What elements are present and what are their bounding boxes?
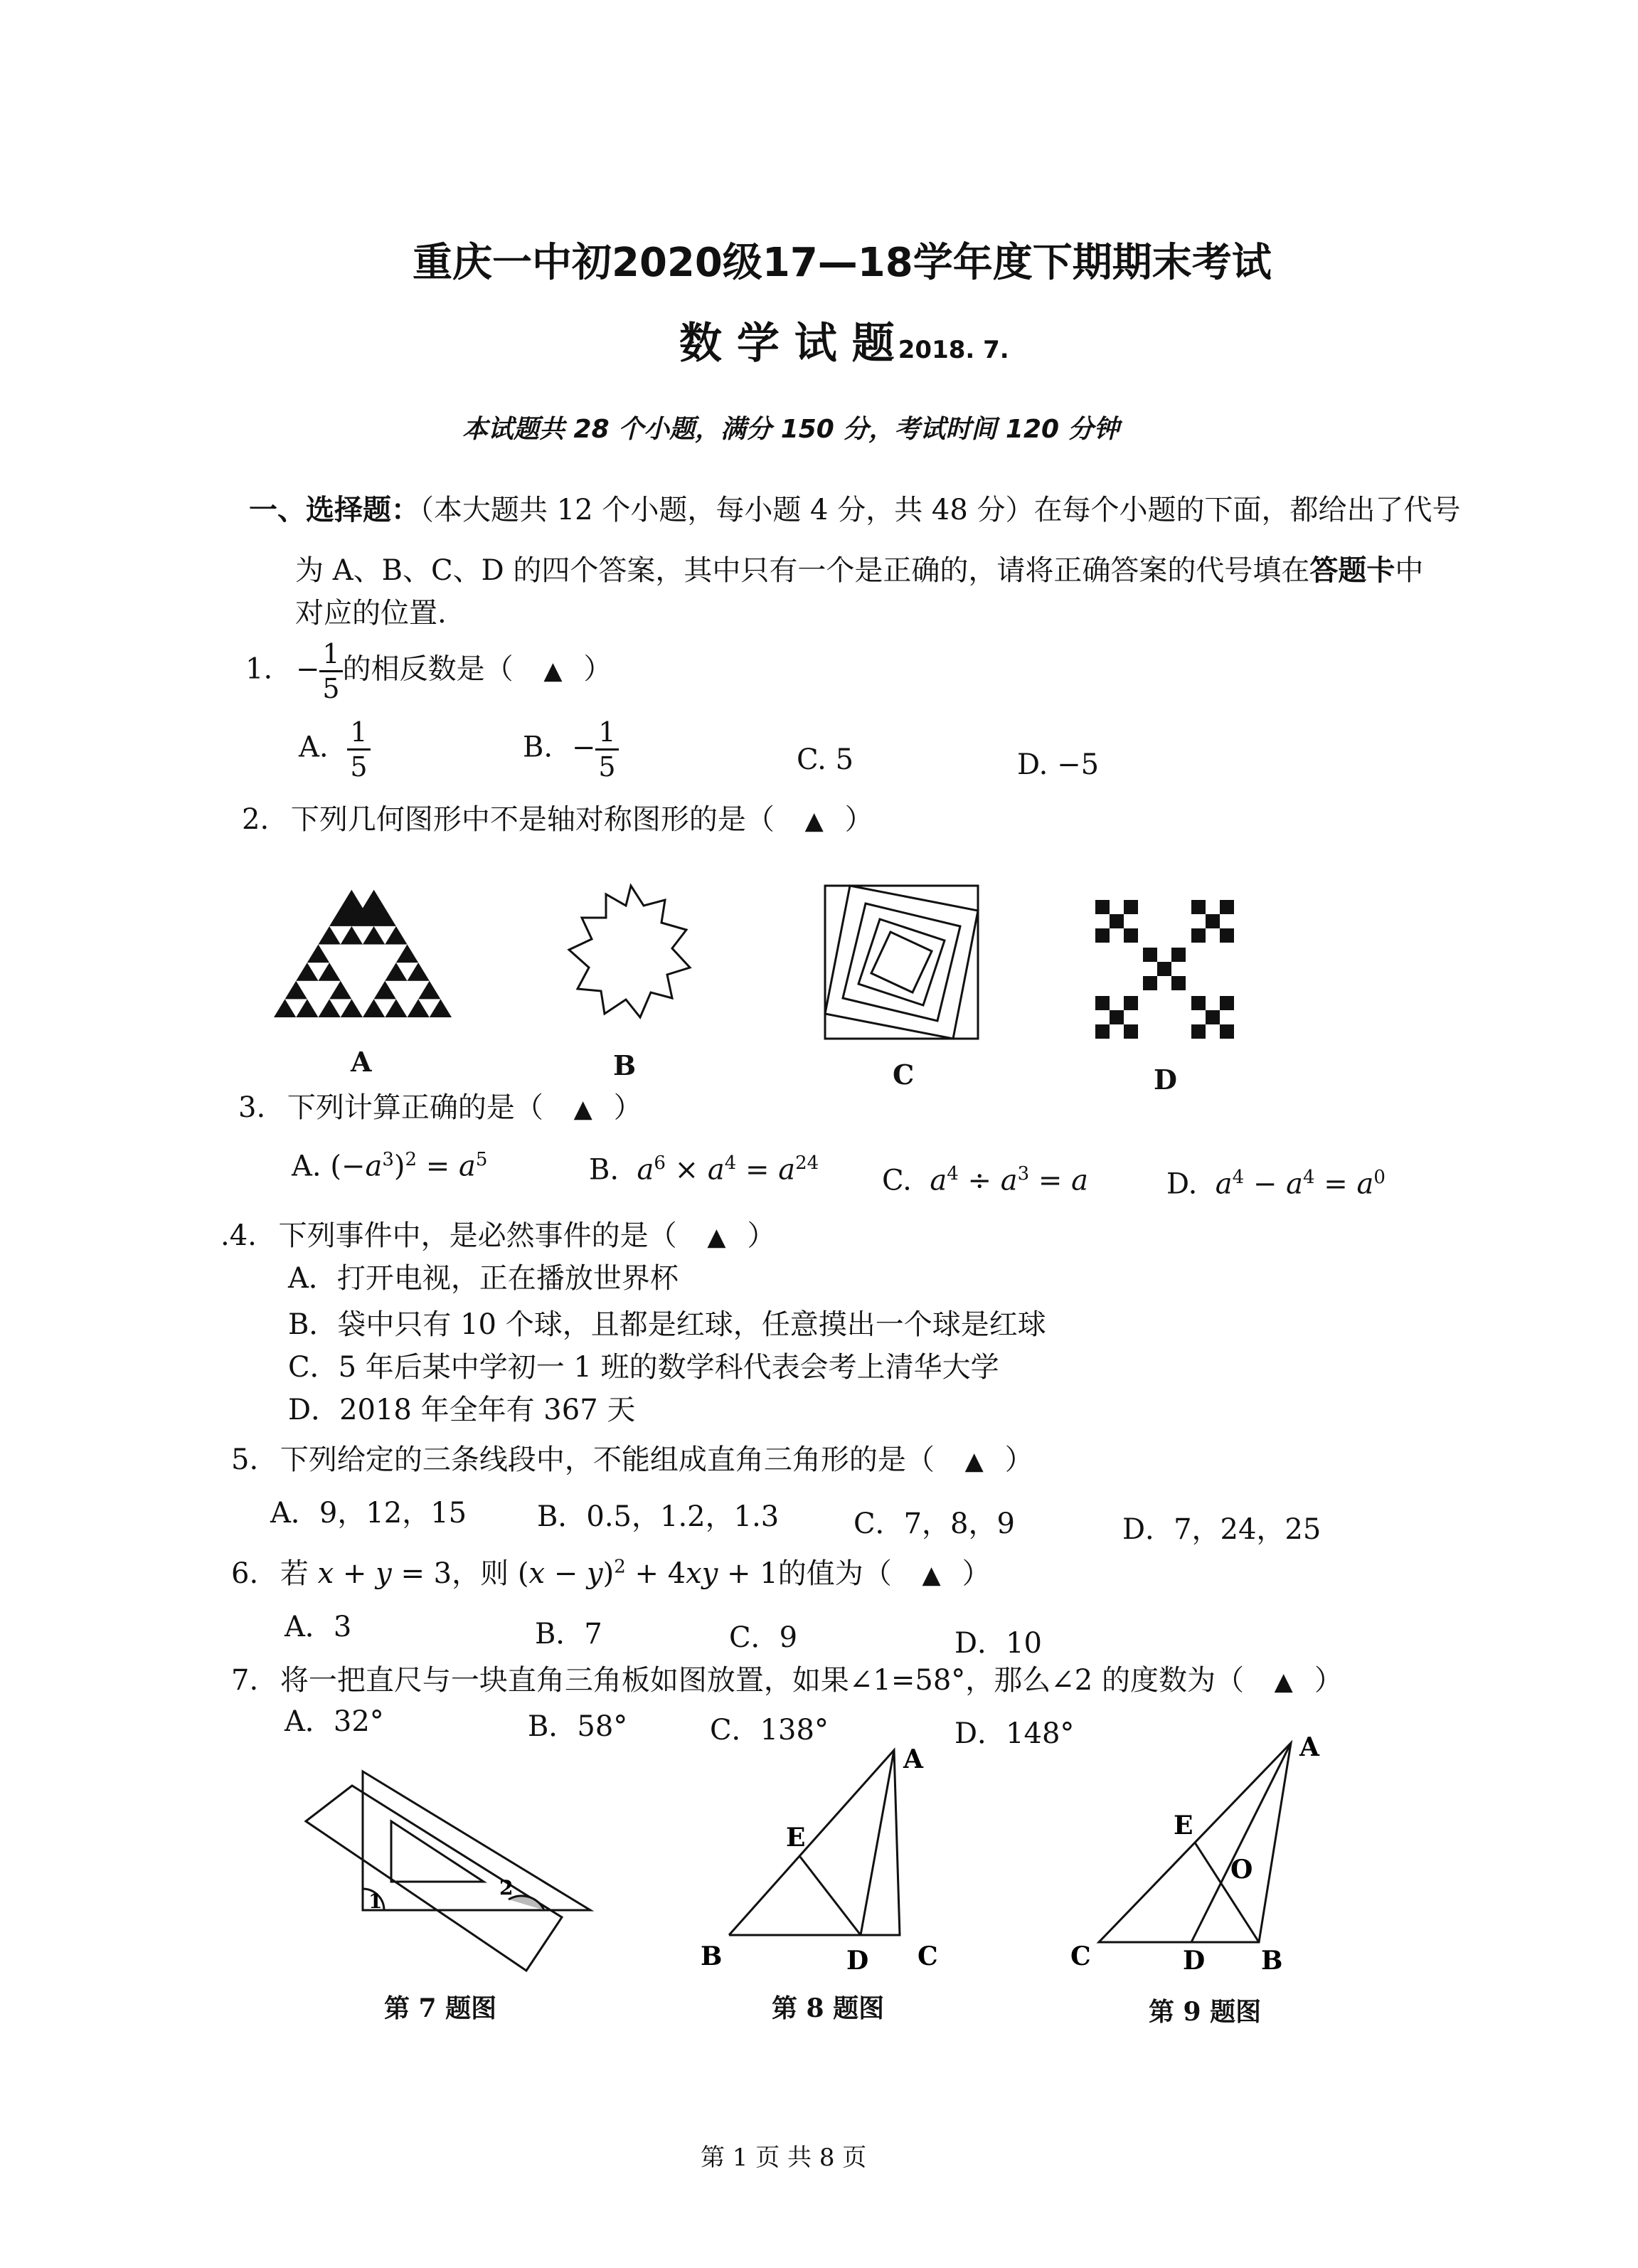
q3-option-a: A. $(-a^3)^2 = a^5$: [292, 1149, 488, 1183]
section1-intro-1: （本大题共 12 个小题，每小题 4 分，共 48 分）在每个小题的下面，都给出了代号: [420, 494, 1461, 526]
fig8-label-c: C: [918, 1941, 938, 1971]
q1-option-d: D. −5: [1017, 748, 1100, 781]
figure-7-ruler-triangle: [299, 1764, 597, 1978]
subject-line: [679, 309, 1009, 371]
q5-option-c: C．7，8，9: [853, 1507, 1015, 1540]
question-4: .4. 下列事件中，是必然事件的是（ ▲ ）: [220, 1219, 776, 1252]
q7-option-b: B．58°: [528, 1710, 628, 1743]
fig9-caption: 第 9 题图: [1149, 1997, 1262, 2027]
q5-option-b: B．0.5，1.2，1.3: [537, 1500, 780, 1533]
q6-option-c: C．9: [729, 1621, 798, 1654]
page-footer: 第 1 页 共 8 页: [701, 2144, 867, 2172]
figure-nested-squares: [821, 882, 982, 1042]
fig9-label-b: B: [1261, 1946, 1283, 1971]
question-3: 3. 下列计算正确的是（ ▲ ）: [238, 1091, 642, 1124]
q3-option-b: B. $a^6 \times a^4 = a^{24}$: [589, 1152, 819, 1187]
fig9-label-e: E: [1174, 1811, 1193, 1840]
answer-mark: ▲: [707, 1223, 726, 1251]
q1-option-a: A. $\frac{1}{5}$: [299, 719, 371, 780]
q1-number: 1.: [245, 652, 273, 686]
fig9-label-d: D: [1183, 1946, 1206, 1971]
q2-label-b: B: [613, 1049, 637, 1081]
q5-option-a: A．9，12，15: [270, 1497, 467, 1530]
figure-koch-snowflake: [562, 879, 701, 1028]
q4-option-b: B．袋中只有 10 个球，且都是红球，任意摸出一个球是红球: [288, 1308, 1046, 1341]
q3-option-d: D. $a^4 - a^4 = a^0$: [1166, 1167, 1386, 1201]
section1-intro-2b: 中: [1395, 554, 1424, 587]
fig7-label-1: 1: [368, 1890, 383, 1913]
q2-label-a: A: [351, 1046, 372, 1078]
exam-date: 2018. 7.: [898, 336, 1009, 364]
q7-option-a: A．32°: [284, 1705, 384, 1738]
section1-line2: [295, 548, 1423, 588]
answer-mark: ▲: [1274, 1668, 1293, 1696]
section1-line1: [249, 487, 1461, 528]
fig8-label-d: D: [846, 1946, 869, 1976]
fig9-label-c: C: [1070, 1941, 1091, 1971]
fig7-label-2: 2: [499, 1876, 514, 1899]
q6-option-d: D．10: [954, 1627, 1042, 1660]
exam-info: 本试题共 28 个小题，满分 150 分，考试时间 120 分钟: [462, 415, 1120, 444]
fig9-label-a: A: [1299, 1732, 1319, 1762]
q3-option-c: C. $a^4 \div a^3 = a$: [882, 1163, 1088, 1197]
question-5: 5. 下列给定的三条线段中，不能组成直角三角形的是（ ▲ ）: [231, 1443, 1033, 1476]
question-6: 6. 若 x + y = 3，则 $(x - y)^2 + 4xy + 1$的值为（ ▲ ）: [231, 1556, 991, 1590]
section1-intro-2a: 为 A、B、C、D 的四个答案，其中只有一个是正确的，请将正确答案的代号填在: [295, 554, 1310, 587]
section1-title: 一、选择题：: [249, 493, 420, 526]
fig8-label-e: E: [786, 1823, 806, 1853]
q1-option-c: C. 5: [797, 743, 854, 776]
figure-8-triangle: [686, 1743, 964, 1978]
fig9-label-o: O: [1230, 1855, 1253, 1885]
q4-option-c: C．5 年后某中学初一 1 班的数学科代表会考上清华大学: [288, 1351, 999, 1384]
answer-mark: ▲: [922, 1561, 941, 1589]
q2-label-c: C: [893, 1059, 915, 1091]
q4-option-d: D．2018 年全年有 367 天: [288, 1394, 636, 1426]
q1-option-b: B. − $\frac{1}{5}$: [523, 719, 619, 780]
q7-option-d: D．148°: [954, 1717, 1075, 1750]
q4-option-a: A．打开电视，正在播放世界杯: [288, 1262, 679, 1295]
q6-option-a: A．3: [284, 1611, 352, 1643]
answer-mark: ▲: [573, 1095, 592, 1123]
fig8-label-a: A: [903, 1744, 923, 1774]
fig7-caption: 第 7 题图: [384, 1993, 497, 2023]
q1-fraction: $\frac{1}{5}$: [319, 640, 342, 702]
figure-sierpinski-triangle: [274, 871, 452, 1021]
fig8-caption: 第 8 题图: [772, 1993, 885, 2023]
figure-cross-pattern: [1095, 900, 1234, 1039]
q7-option-c: C．138°: [710, 1714, 829, 1747]
q6-option-b: B．7: [535, 1618, 602, 1650]
subject-title: 数 学 试 题: [679, 319, 895, 369]
question-1: 1. − $\frac{1}{5}$ 的相反数是（ ▲ ）: [245, 638, 612, 704]
q1-text: 的相反数是（: [342, 652, 514, 686]
answer-mark: ▲: [804, 807, 824, 835]
section1-intro-3: 对应的位置.: [295, 597, 447, 630]
q5-option-d: D．7，24，25: [1122, 1513, 1321, 1546]
figure-9-triangle: [1070, 1729, 1344, 1971]
exam-title: 重庆一中初2020级17—18学年度下期期末考试: [413, 240, 1272, 286]
question-2: 2. 下列几何图形中不是轴对称图形的是（ ▲ ）: [242, 803, 873, 836]
fig8-label-b: B: [701, 1941, 723, 1971]
answer-mark: ▲: [543, 656, 563, 685]
answer-mark: ▲: [964, 1447, 984, 1475]
q2-label-d: D: [1154, 1064, 1177, 1096]
question-7: 7. 将一把直尺与一块直角三角板如图放置，如果∠1=58°，那么∠2 的度数为（ ▲ ）: [231, 1664, 1343, 1697]
section1-intro-bold: 答题卡: [1309, 553, 1395, 587]
